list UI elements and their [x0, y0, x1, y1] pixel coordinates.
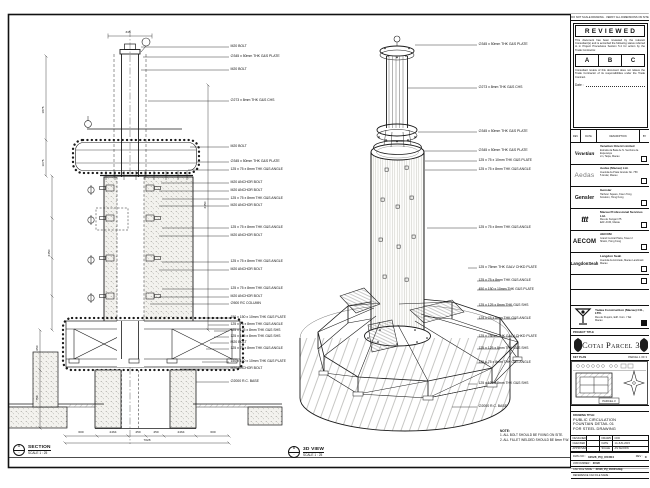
dimension-label: 2450 [47, 249, 51, 257]
callout-label: 125 x 75 x 8mm THK G&S ANGLE [478, 224, 531, 229]
iso-view [300, 36, 522, 431]
consultant-row [571, 253, 649, 275]
callout-label: ∅2000 R.C. BASE [230, 378, 259, 383]
cad-file-rows [571, 461, 649, 479]
consultant-logo: ttt [571, 209, 599, 230]
empty-box [571, 290, 649, 306]
cad-file-row [571, 473, 649, 479]
consultant-address: Harbour Square, Kwun Tong [600, 192, 632, 196]
revision-header-cell: BY [642, 134, 647, 138]
consultant-address: Avenida da Amizade, Macau Landmark [600, 258, 644, 262]
empty-review-box [571, 275, 649, 290]
callout-label: ∅345 x 50mm THK G&S PLATE [478, 128, 528, 133]
consultant-logo: LangdonSeah [571, 253, 599, 274]
callout-label: ∅345 x 50mm THK G&S PLATE [478, 147, 528, 152]
iso-view-label [288, 446, 324, 458]
iso-bubble [288, 446, 300, 458]
callout-label: 125 x 125 x 8mm THK G&S SHS [230, 333, 281, 338]
signoff-cell: SCALE [600, 447, 613, 452]
callout-label: M20 BOLT [230, 143, 247, 148]
project-title: Cotai Parcel 3 [582, 339, 641, 350]
key-plan-tag: PARCEL 3 [602, 399, 616, 403]
signoff-cell: - [587, 441, 600, 446]
status-cell: B [599, 55, 622, 66]
dimension-label: 2464 [109, 430, 117, 434]
callout-label: M20 BOLT [230, 43, 247, 48]
callout-label: 125 x 75 x 8mm THK G&S ANGLE [230, 321, 283, 326]
review-checkbox [641, 244, 647, 250]
contractor-logo-icon [571, 306, 595, 328]
callout-label: 150 x 150 x 10mm THK G&S PLATE [230, 314, 286, 319]
contractor-name: Yadea Construction (Macau) CO., LTD. [595, 307, 644, 316]
signoff-cell: - [587, 447, 600, 452]
callout-label: 125 x 125 x 8mm THK G&S SHS [478, 380, 529, 385]
rev-value: C [644, 454, 647, 459]
revision-header-cell: REV [571, 130, 581, 142]
consultant-row [571, 143, 649, 165]
section-bubble [13, 444, 25, 456]
contractor-address: Rua de Pequim, Edif. Com. I Tak [595, 315, 632, 319]
bubble-letter: B [292, 446, 296, 451]
reviewed-paragraph-2: Consultant review of this document does not relieve the Trade Contractor of its responsibilities under the Trade Contract. [575, 69, 645, 79]
edge-note: DO NOT SCALE DRAWING · VERIFY ALL DIMENSIONS ON SITE [571, 14, 649, 21]
callout-label: 125 x 75 x 8mm THK G&S ANGLE [230, 345, 283, 350]
callout-label: M20 ANCHOR BOLT [230, 179, 263, 184]
dimension-label: 600 [210, 430, 216, 434]
callout-label: M20 ANCHOR BOLT [230, 365, 263, 370]
callout-label: 125 x 125 x 8mm THK G&S SHS [230, 327, 281, 332]
dimension-label: 345 [125, 30, 131, 34]
revision-header-cell: DESCRIPTION [597, 130, 640, 142]
cad-row-label: JOB NUMBER : [573, 462, 591, 465]
emblem-icon [574, 338, 582, 352]
cad-row-label: REFERENCE CAD FILE NAME : [573, 474, 610, 477]
dimension-label: 450 [135, 430, 141, 434]
callout-label: ∅345 x 50mm THK G&S PLATE [230, 53, 280, 58]
callout-label: ∅273 x 8mm THK G&S CHS [230, 97, 275, 102]
signoff-cell: DRAWN [601, 436, 612, 440]
bubble-sheet: - [14, 450, 24, 456]
callout-label: 125 x 75 x 8mm THK G&S ANGLE [230, 285, 283, 290]
callout-label: M20 BOLT [230, 66, 247, 71]
callout-label: 125 x 125 x 8mm THK G&S SHS [478, 302, 529, 307]
consultant-address: s/n, Taipa, Macau [600, 154, 620, 158]
section-title: SECTION [28, 445, 51, 450]
signoff-cell: AS SHOWN [613, 447, 649, 452]
signoff-table [571, 436, 649, 453]
signoff-cell: APPROVED [572, 447, 587, 451]
consultant-name: Langdon Seah [600, 254, 622, 258]
dimension-label: 450 [153, 430, 159, 434]
consultant-list [571, 143, 649, 275]
notes-title: NOTE: [500, 429, 510, 433]
review-checkbox [641, 222, 647, 228]
reviewed-title: REVIEWED [575, 25, 645, 37]
callout-label: 450 x 150 x 10mm THK G&S PLATE [478, 286, 534, 291]
consultant-logo: Gensler [571, 187, 599, 208]
dimension-label: 2464 [177, 430, 185, 434]
bubble-letter: A [17, 444, 21, 449]
dimension-label: 1075 [41, 159, 45, 167]
consultant-address: Edif. ACM, Macau [600, 221, 621, 225]
contractor-address: Macau [595, 318, 603, 322]
review-checkbox [641, 156, 647, 162]
dwg-no-label: DWG NO : [573, 455, 586, 458]
consultant-row [571, 187, 649, 209]
review-checkbox [641, 266, 647, 272]
signoff-cell: CHECKED [572, 441, 586, 445]
consultant-address: Grand Central Plaza, Tower 2 [600, 236, 633, 240]
consultant-name: Aedas (Macau) Ltd. [600, 166, 629, 170]
dwg-no-value: 31528_PQ_RC004 [587, 454, 614, 459]
callout-label: 150 x 150 x 10mm THK G&S PLATE [230, 358, 286, 363]
consultant-logo: Venetian [571, 143, 599, 164]
consultant-row [571, 209, 649, 231]
dimension-label: 2450 [203, 201, 207, 209]
cad-row-value: 31528 [592, 462, 600, 465]
dimension-label: 1875 [41, 106, 45, 114]
consultant-row [571, 165, 649, 187]
review-checkbox [641, 200, 647, 206]
project-title-band [571, 329, 649, 336]
consultant-name: Gensler [600, 188, 612, 192]
callout-label: 125 x 125 x 8mm THK G&S SHS [478, 345, 529, 350]
consultant-name: Venetian Orient Limited [600, 144, 635, 148]
consultant-address: Kowloon, Hong Kong [600, 195, 624, 199]
callout-label: 125 x 75 x 8mm THK G&S ANGLE [230, 195, 283, 200]
project-band-label: PROJECT TITLE [573, 330, 594, 334]
callout-label: ∅2000 R.C. BASE [478, 403, 507, 408]
consultant-address: Avenida da Praia Grande No. 759 [600, 170, 638, 174]
status-row [575, 54, 645, 67]
bubble-sheet: - [289, 452, 299, 458]
callout-label: M20 BOLT [230, 339, 247, 344]
reviewed-stamp [573, 23, 648, 128]
dimension-label: 600 [78, 430, 84, 434]
signoff-cell: DESIGNED [572, 436, 587, 440]
dimension-label: 650 [35, 345, 39, 351]
consultant-name: AECOM [600, 232, 612, 236]
notes-block [500, 429, 570, 442]
date-rule [586, 82, 645, 87]
consultant-address: Estrada da Baía de N. Senhora da Esperança [600, 148, 639, 155]
callout-label: M20 ANCHOR BOLT [230, 232, 263, 237]
section-view-label [13, 444, 51, 456]
rev-label: REV : [635, 455, 643, 458]
iso-title: 3D VIEW [303, 447, 325, 452]
drawing-title-line: FOR STEEL DRAWING [573, 426, 616, 432]
callout-label: ∅273 x 8mm THK G&S CHS [478, 84, 523, 89]
signoff-cell: DATE [600, 441, 613, 446]
consultant-address: 5 Andar, Macau [600, 173, 618, 177]
emblem-icon [640, 338, 648, 352]
review-checkbox [641, 178, 647, 184]
revision-header-cell: DATE [581, 130, 597, 142]
revision-table [571, 129, 649, 143]
consultant-row [571, 231, 649, 253]
consultant-logo: AECOM [571, 231, 599, 252]
callout-label: 125 x 75 x 8mm THK G&S ANGLE [478, 166, 531, 171]
callout-label: 125 x 75 x 8mm THK G&S ANGLE [478, 277, 531, 282]
key-plan-right-label: PARCEL 1 OF 3 [628, 355, 647, 359]
consultant-name: Macau Professional Services Ltd. [600, 210, 643, 218]
consultant-address: Shatin, Hong Kong [600, 239, 621, 243]
note-item: 1. ALL BOLT SHOULD BE FIXING ON SITE. [500, 433, 564, 438]
drawing-title-line: PUBLIC CIRCULATION [573, 416, 617, 422]
cad-row-value: 31528_PQ_RC004.dwg [595, 468, 623, 471]
callout-label: 125 x 75mm THK GALV CHKD PLATE [478, 333, 537, 338]
callout-label: 125 x 75 x 8mm THK G&S ANGLE [478, 315, 531, 320]
status-cell: A [576, 55, 599, 66]
consultant-logo: Aedas [571, 165, 599, 186]
callout-label: ∅345 x 50mm THK G&S PLATE [478, 41, 528, 46]
date-line [575, 82, 645, 87]
signoff-cell: CKD [613, 436, 649, 441]
callout-label: M20 ANCHOR BOLT [230, 187, 263, 192]
drawing-title-box [571, 412, 649, 436]
consultant-address: Macau [600, 261, 608, 265]
project-title-row [571, 336, 649, 354]
signoff-cell: 14-JUN-2015 [613, 441, 649, 446]
consultant-address: Rua de Xangai 175 [600, 218, 622, 222]
review-checkbox [641, 278, 647, 284]
callout-label: ∅345 x 50mm THK G&S PLATE [230, 158, 280, 163]
reviewed-paragraph-1: This document has been reviewed by the relevant Consultant(s) and is accorded the following status referred to in Project Procedures Section 5.4 for action by the Trade Contractor. [575, 38, 645, 52]
cad-row-label: CAD FILE NAME : [573, 468, 594, 471]
section-scale: SCALE 1 : 25 [28, 451, 48, 455]
callout-label: 125 x 75 x 10mm THK G&S PLATE [478, 157, 532, 162]
key-plan-strip [571, 354, 649, 361]
callout-label: 125 x 75 x 8mm THK G&S ANGLE [230, 224, 283, 229]
dwg-number-row [571, 453, 649, 461]
note-item: 2. ALL FILLET WELDED SHOULD BE 6mm F.W. [500, 437, 570, 442]
status-cell: C [630, 57, 636, 64]
dimension-label: 750 [35, 395, 39, 401]
contractor-box [571, 306, 649, 329]
drawing-title-label: DRAWING TITLE: [573, 413, 596, 417]
title-block [570, 14, 649, 477]
dimension-label: 7028 [143, 438, 151, 442]
callout-label: 125 x 75 x 8mm THK G&S ANGLE [478, 359, 531, 364]
callout-label: ∅500 RC COLUMN [230, 300, 261, 305]
callout-label: 125 x 75 x 8mm THK G&S ANGLE [230, 258, 283, 263]
callout-label: 125 x 75mm THK GALV CHKD PLATE [478, 264, 537, 269]
drawing-title-line: FOUNTAIN DETAIL 01 [573, 421, 615, 427]
callout-label: M20 ANCHOR BOLT [230, 293, 263, 298]
callout-label: 125 x 75 x 8mm THK G&S ANGLE [230, 166, 283, 171]
key-plan-map [571, 361, 649, 406]
key-plan-label: KEY PLAN [573, 355, 587, 359]
date-label: Date : [575, 83, 584, 88]
callout-label: M20 ANCHOR BOLT [230, 266, 263, 271]
iso-scale: SCALE 1 : 25 [303, 453, 323, 457]
contractor-checkbox [641, 320, 647, 326]
callout-label: M20 ANCHOR BOLT [230, 202, 263, 207]
